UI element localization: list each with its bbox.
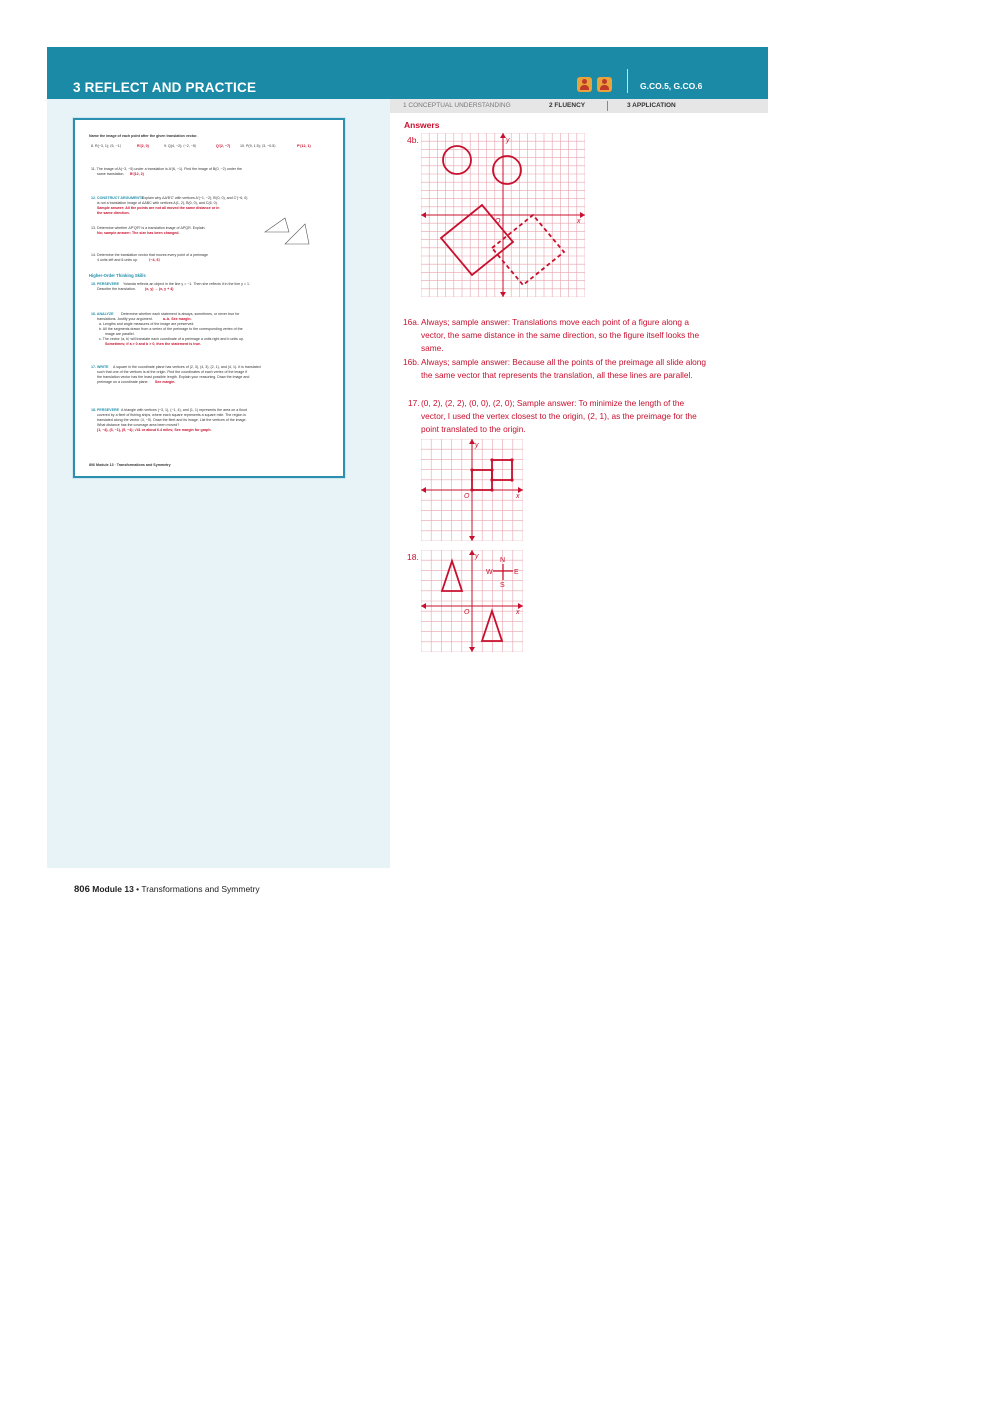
preview-ex16-part-c: c. The vector ⟨a, b⟩ will translate each coordinate of a preimage a units right and b units up. (99, 337, 244, 341)
origin-label: O (464, 493, 470, 500)
preview-ex11-line1: 11. The image of A(−3, −5) under a translation is A′(6, −1). Find the image of B(0, −2) under the (91, 167, 242, 171)
compass-rose-icon (486, 557, 519, 589)
group-learners-icon (597, 77, 612, 92)
answer-17-text: (0, 2), (2, 2), (0, 0), (2, 0); Sample answer: To minimize the length of the vector, I used the vertex closest to the origin, (2, 1), as the preimage for the point translated to the origin. (421, 398, 697, 434)
preview-ex12-line1: Explain why ΔA′B′C′ with vertices A′(−1, −2), B′(0, 0), and C′(−6, 0) (142, 196, 248, 200)
preview-ex16-part-b2: image are parallel. (105, 332, 135, 336)
preview-ex14-line1: 14. Determine the translation vector that moves every point of a preimage (91, 253, 209, 257)
circle-image (493, 156, 521, 184)
x-axis-label: x (577, 218, 581, 225)
answers-heading: Answers (404, 120, 440, 130)
student-page-thumbnail (73, 118, 345, 478)
preview-ex16-part-b: b. All the segments drawn from a vertex of the preimage to the corresponding vertex of the (99, 327, 243, 331)
preview-ex15-tag: 15. PERSEVERE (91, 282, 119, 286)
compass-south-label: S (500, 582, 505, 589)
answer-17-graph (421, 439, 523, 541)
origin-label: O (495, 218, 501, 225)
preview-ex18-tag: 18. PERSEVERE (91, 408, 119, 412)
answer-18-graph (421, 550, 523, 652)
y-axis-arrow-down-icon (469, 647, 475, 652)
preview-instruction: Name the image of each point after the given translation vector. (89, 134, 198, 138)
answer-16b-label: 16b. (403, 357, 420, 367)
preview-ex13: 13. Determine whether ΔP′Q′R′ is a translation image of ΔPQR. Explain. (91, 226, 206, 230)
x-axis-arrow-left-icon (421, 603, 426, 609)
answer-16b-text: Always; sample answer: Because all the points of the preimage all slide along the same vector that represents the translation, all these lines are parallel. (421, 357, 707, 380)
preview-footer: 806 Module 13 · Transformations and Symmetry (89, 463, 171, 467)
header-divider (627, 69, 628, 93)
x-axis-arrow-right-icon (580, 212, 585, 218)
preview-ex18-line4: What distance has the coverage area been moved? (97, 423, 180, 427)
tab-fluency: 2 FLUENCY (549, 102, 586, 109)
footer-separator: • (136, 884, 140, 894)
module-title: Transformations and Symmetry (141, 884, 260, 894)
preview-ex16-tag: 16. ANALYZE (91, 312, 114, 316)
preview-triangle-figure (263, 212, 323, 248)
preview-ex12-answer2: the same direction. (97, 211, 130, 215)
answer-16a-text: Always; sample answer: Translations move each point of a figure along a vector, the same distance in the same direction, so the figure itself looks the same. (421, 317, 700, 353)
single-learner-icon (577, 77, 592, 92)
preview-ex16-line2: translations. Justify your argument. (97, 317, 153, 321)
x-axis-arrow-left-icon (421, 487, 426, 493)
compass-west-label: W (486, 569, 493, 576)
preview-ex16-line1: Determine whether each statement is always, sometimes, or never true for (121, 312, 240, 316)
preview-ex18-line3: translated along the vector ⟨4, −5⟩. Draw the fleet and its image. List the vertices of the image. (97, 418, 247, 422)
y-axis-arrow-down-icon (500, 292, 506, 297)
preview-ex12-tag: 12. CONSTRUCT ARGUMENTS (91, 196, 144, 200)
y-axis-label: y (475, 553, 479, 560)
tab-application: 3 APPLICATION (627, 102, 676, 109)
tab-divider (607, 101, 608, 111)
preview-ex18-line1: A triangle with vertices (−3, 1), (−1, 4), and (1, 1) represents the area on a flood (121, 408, 248, 412)
y-axis-label: y (475, 442, 479, 449)
preview-ex8: 8. R(−3, 1); ⟨5, −1⟩ (91, 144, 121, 148)
header-band (47, 47, 768, 99)
answer-16a-label: 16a. (403, 317, 420, 327)
preview-ex18-line2: covered by a fleet of fishing ships, where each square represents a square mile. The region is (97, 413, 246, 417)
page-number: 806 (74, 884, 90, 895)
compass-east-label: E (514, 569, 519, 576)
circle-preimage (443, 146, 471, 174)
preview-ex11-answer: B′(12, 2) (130, 172, 144, 176)
standards-label: G.CO.5, G.CO.6 (640, 81, 703, 91)
y-axis-arrow-down-icon (469, 536, 475, 541)
page-footer (74, 884, 260, 895)
preview-ex17-line1: A square in the coordinate plane has vertices of (2, 3), (4, 3), (2, 1), and (4, 1). It is translated (113, 365, 261, 369)
preview-ex9-answer: Q′(2, −7) (216, 144, 231, 148)
triangle-image (482, 611, 502, 641)
module-label: Module 13 (92, 884, 134, 894)
answer-4b-label: 4b. (407, 135, 419, 145)
preview-ex17-line3: the translation vector has the least possible length. Explain your reasoning. Draw the image and (97, 375, 250, 379)
x-axis-label: x (516, 609, 520, 616)
x-axis-arrow-left-icon (421, 212, 426, 218)
preview-ex10-answer: P′(12, 1) (297, 144, 311, 148)
preview-ex9: 9. Q(4, −2); ⟨−2, −5⟩ (164, 144, 197, 148)
header-icon-group (577, 77, 612, 92)
section-title: 3 REFLECT AND PRACTICE (73, 80, 257, 95)
preview-ex11-line2: same translation. (97, 172, 125, 176)
preview-ex8-answer: R′(2, 0) (137, 144, 149, 148)
preview-ex17-answer: See margin. (155, 380, 176, 384)
answer-4b-graph (421, 133, 585, 297)
preview-ex15-line2: Describe the translation. (97, 287, 136, 291)
compass-north-label: N (500, 557, 506, 564)
preview-ex15-line1: Yolanda reflects an object in the line y = −1. Then she reflects it in the line y = 1. (123, 282, 250, 286)
preview-ex16-part-a: a. Lengths and angle measures of the image are preserved. (99, 322, 195, 326)
preview-ex10: 10. P(9, 1.5); ⟨3, −0.5⟩ (240, 144, 276, 148)
triangle-preimage (442, 561, 462, 591)
preview-ex16-answer: a–b. See margin. (163, 317, 192, 321)
x-axis-label: x (516, 493, 520, 500)
origin-label: O (464, 609, 470, 616)
preview-ex14-answer: ⟨−4, 6⟩ (149, 258, 160, 262)
preview-ex18-answer: (1, −4), (3, −1), (5, −4); √41 or about 6.4 miles; See margin for graph. (97, 428, 212, 432)
preview-ex14-line2: 4 units left and 6 units up. (97, 258, 138, 262)
preview-ex17-tag: 17. WRITE (91, 365, 109, 369)
answer-17-label: 17. (408, 398, 420, 408)
tab-conceptual-understanding: 1 CONCEPTUAL UNDERSTANDING (403, 102, 511, 109)
answer-18-label: 18. (407, 552, 419, 562)
preview-ex12-answer1: Sample answer: All the points are not all moved the same distance or in (97, 206, 220, 210)
preview-ex12-line2: is not a translation image of ΔABC with vertices A(1, 2), B(0, 0), and C(6, 0). (97, 201, 218, 205)
preview-ex17-line4: preimage on a coordinate plane. (97, 380, 149, 384)
preview-ex17-line2: such that one of the vertices is at the origin. Find the coordinates of each vertex of the image if (97, 370, 248, 374)
square-preimage (492, 460, 512, 480)
preview-ex15-answer: (x, y) → (x, y + 4) (145, 287, 174, 291)
preview-ex13-answer: No; sample answer: The size has been changed. (97, 231, 180, 235)
preview-hots-heading: Higher-Order Thinking Skills (89, 273, 146, 278)
y-axis-label: y (506, 137, 510, 144)
preview-ex16-answer2: Sometimes; if a > 0 and b > 0, then the statement is true. (105, 342, 202, 346)
category-tabs (390, 99, 768, 113)
